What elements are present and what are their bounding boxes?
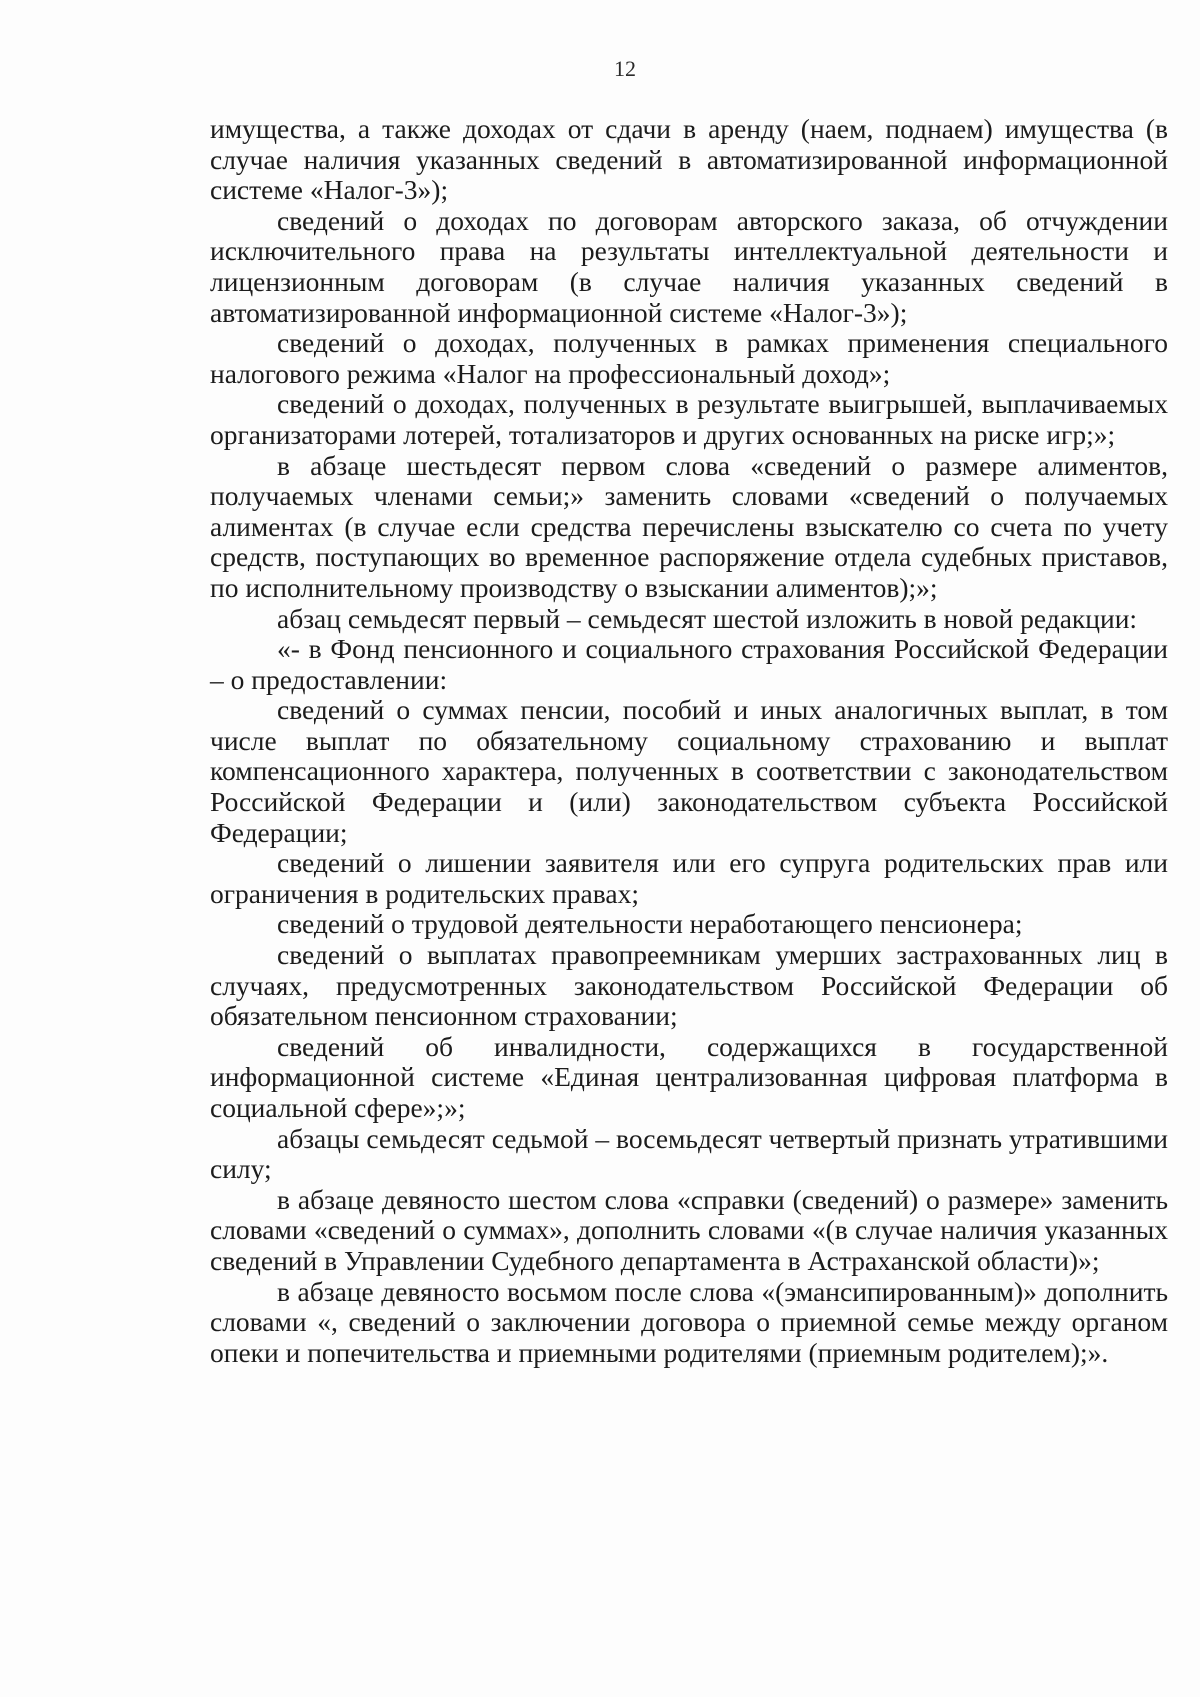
paragraph-alimony-amendment: в абзаце шестьдесят первом слова «сведений о размере алиментов, получаемых членами семьи;» заменить словами «сведений о получаемых алиментах (в случае если средства перечислены взыскателю со счета по учету средств, поступающих во временное распоряжение отдела судебных приставов, по исполнительному производству о взыскании алиментов);»; [210, 449, 1168, 603]
paragraph-parental-rights: сведений о лишении заявителя или его супруга родительских прав или ограничения в родительских правах; [210, 847, 1168, 909]
paragraph-professional-income: сведений о доходах, полученных в рамках применения специального налогового режима «Налог на профессиональный доход»; [210, 327, 1168, 389]
paragraph-ninety-eighth: в абзаце девяносто восьмом после слова «(эмансипированным)» дополнить словами «, сведений о заключении договора о приемной семье между органом опеки и попечительства и приемными родителями (приемным родителем);». [210, 1275, 1168, 1368]
paragraph-repealed: абзацы семьдесят седьмой – восемьдесят четвертый признать утратившими силу; [210, 1122, 1168, 1185]
paragraph-new-edition: абзац семьдесят первый – семьдесят шестой изложить в новой редакции: [277, 602, 1138, 634]
paragraph-pension-sums: сведений о суммах пенсии, пособий и иных аналогичных выплат, в том числе выплат по обязательному социальному страхованию и выплат компенсационного характера, полученных в соответствии с законодательством Российской Федерации и (или) законодательством субъекта Российской Федерации; [210, 694, 1168, 848]
paragraph-ninety-sixth: в абзаце девяносто шестом слова «справки (сведений) о размере» заменить словами «сведений о суммах», дополнить словами «(в случае наличия указанных сведений в Управлении Судебного департамента в Астраханской области)»; [210, 1183, 1168, 1276]
page-number: 12 [614, 56, 636, 81]
paragraph-property-income: имущества, а также доходах от сдачи в аренду (наем, поднаем) имущества (в случае наличия указанных сведений в автоматизированной информационной системе «Налог-3»); [210, 113, 1168, 206]
paragraph-pension-fund: «- в Фонд пенсионного и социального страхования Российской Федерации – о предоставлении: [210, 633, 1168, 695]
document-body [210, 114, 1168, 1368]
paragraph-successor-payments: сведений о выплатах правопреемникам умерших застрахованных лиц в случаях, предусмотренных законодательством Российской Федерации об обязательном пенсионном страховании; [210, 939, 1168, 1032]
paragraph-lottery-winnings: сведений о доходах, полученных в результате выигрышей, выплачиваемых организаторами лотерей, тотализаторов и других основанных на риске игр;»; [210, 388, 1168, 450]
paragraph-author-contracts: сведений о доходах по договорам авторского заказа, об отчуждении исключительного права на результаты интеллектуальной деятельности и лицензионным договорам (в случае наличия указанных сведений в автоматизированной информационной системе «Налог-3»); [210, 204, 1168, 328]
paragraph-disability: сведений об инвалидности, содержащихся в государственной информационной системе «Единая централизованная цифровая платформа в социальной сфере»;»; [210, 1030, 1168, 1123]
paragraph-labor-activity: сведений о трудовой деятельности неработающего пенсионера; [277, 908, 1023, 940]
